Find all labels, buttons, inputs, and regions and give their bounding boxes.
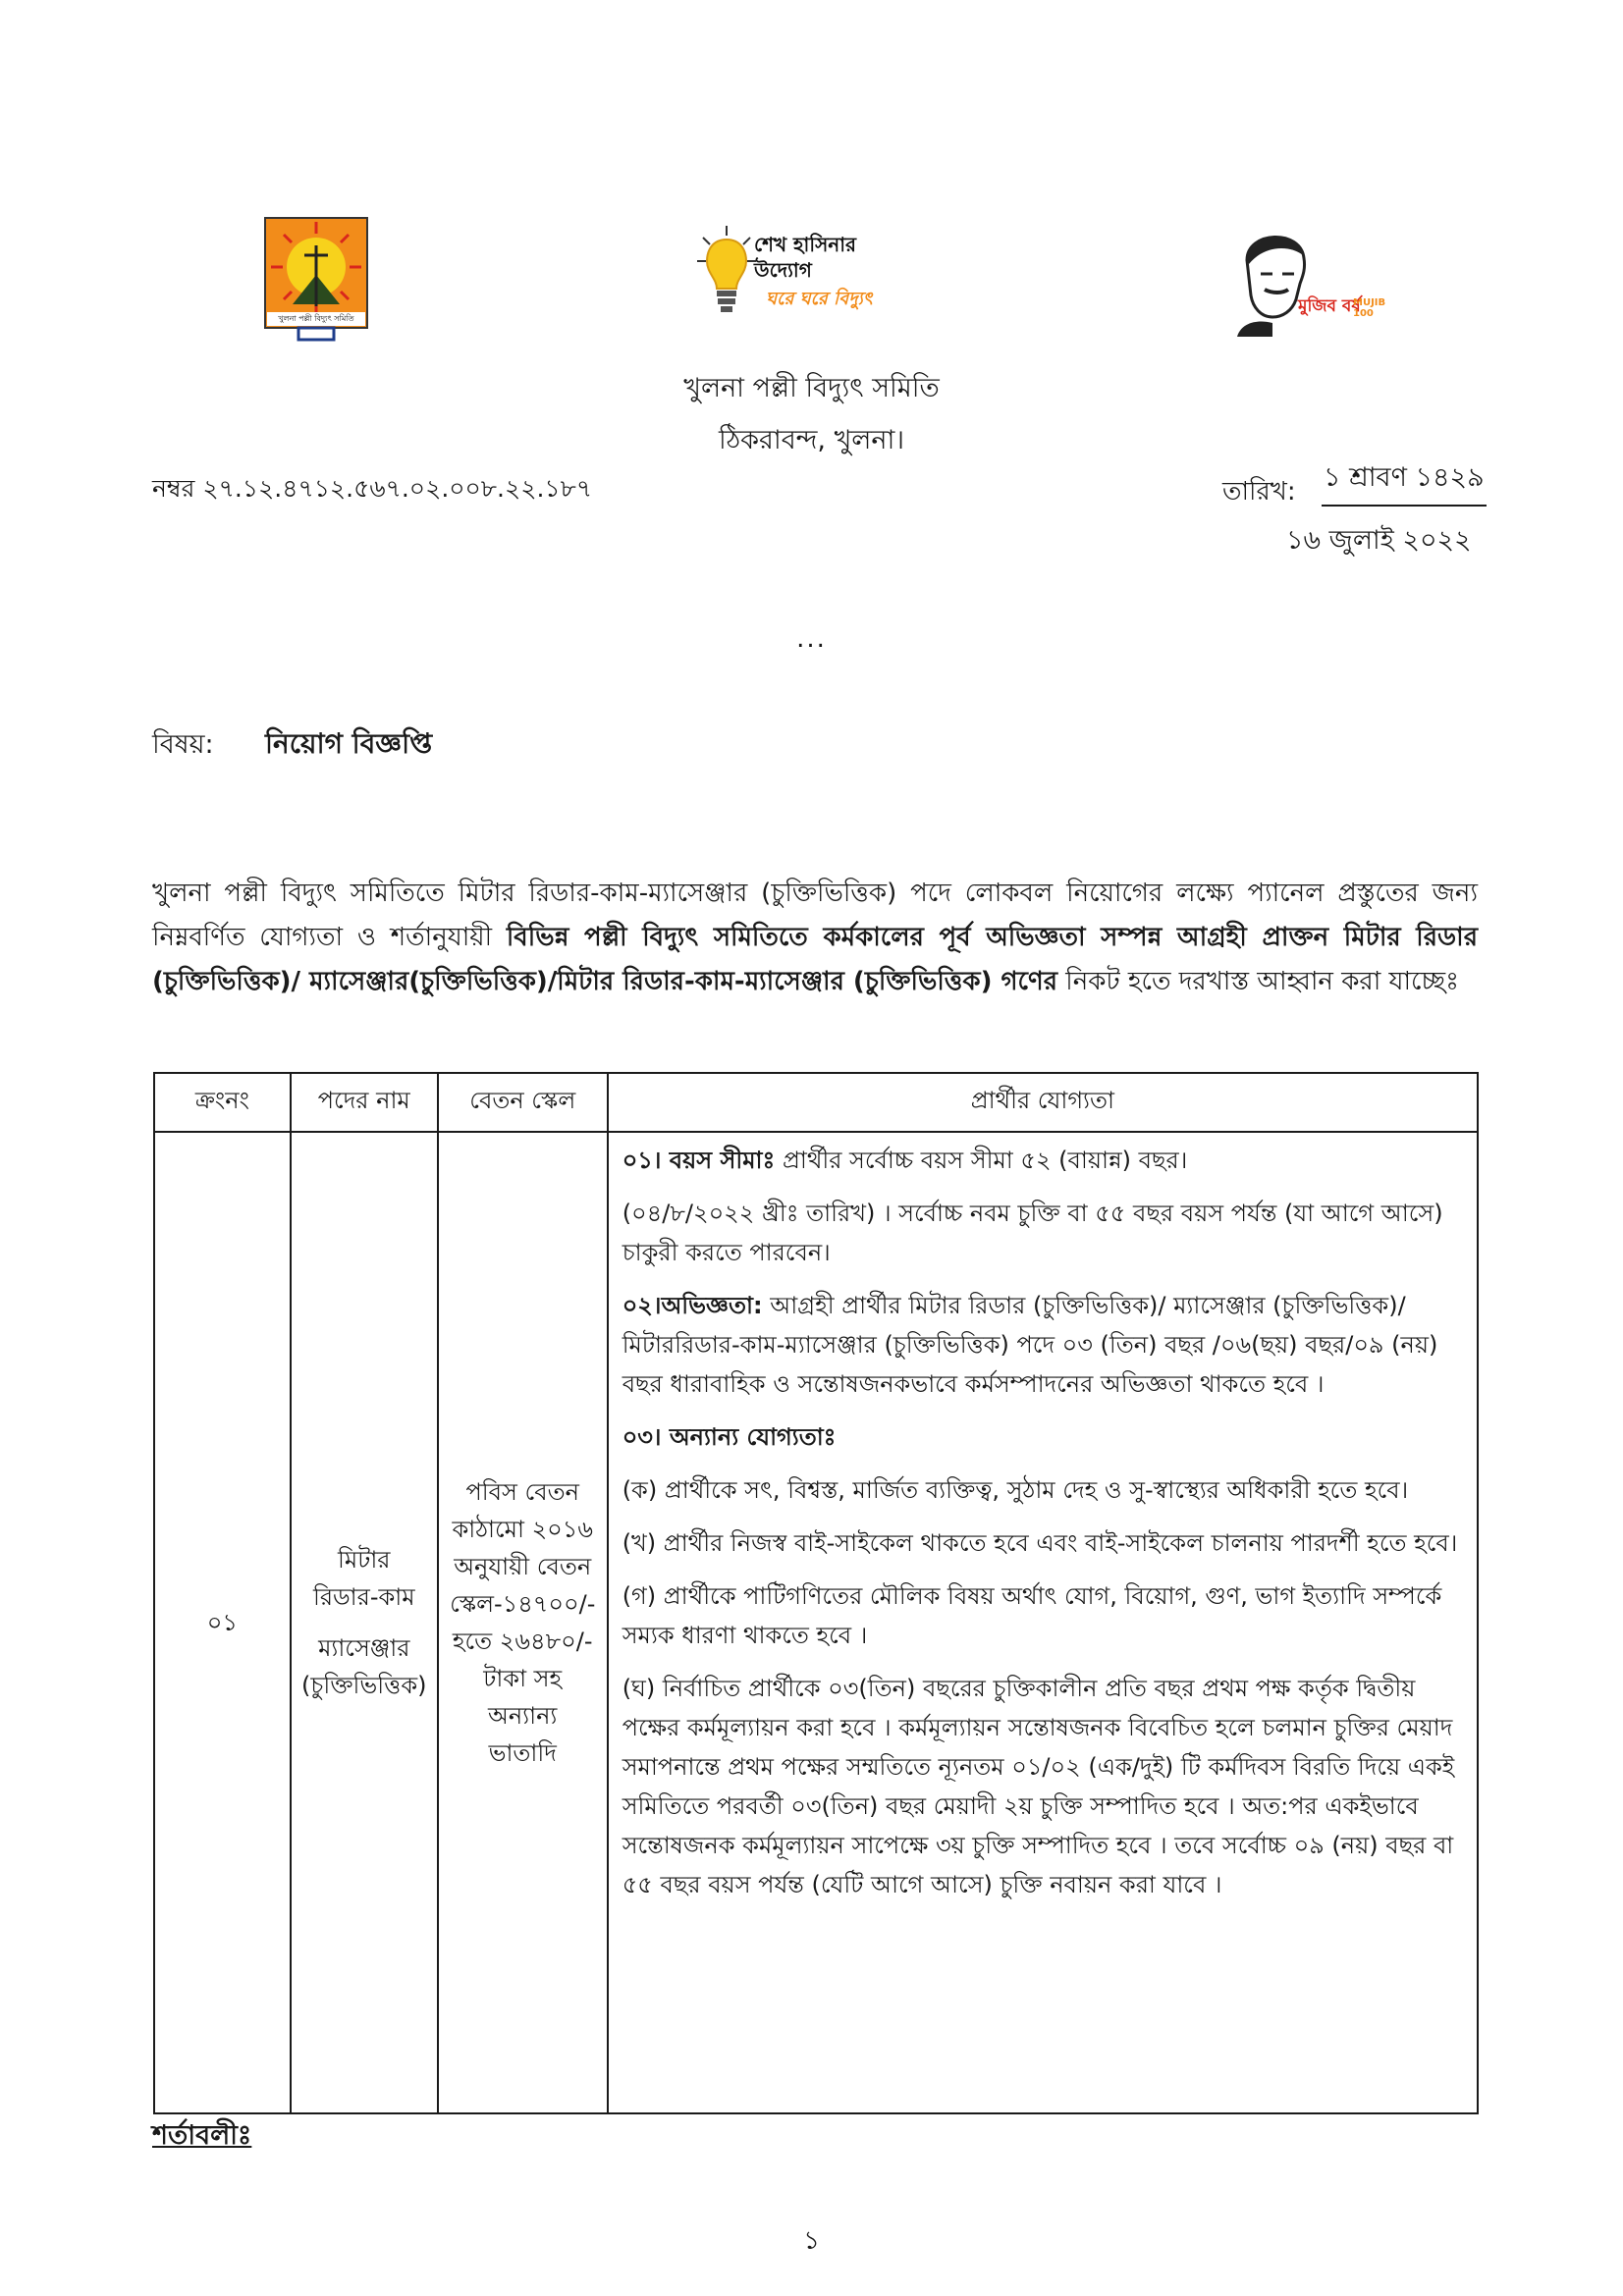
post-line: রিডার-কাম	[312, 1583, 415, 1611]
vacancy-table	[153, 1072, 1479, 2114]
experience	[622, 1286, 1463, 1404]
samity-logo-text: খুলনা পল্লী বিদ্যুৎ সমিতি	[278, 314, 354, 323]
age-limit-note: (০৪/৮/২০২২ খ্রীঃ তারিখ) । সর্বোচ্চ নবম চুক্তি বা ৫৫ বছর বয়স পর্যন্ত (যা আগে আসে) চাকুরী করতে পারবেন।	[622, 1200, 1443, 1266]
intro-part2: নিকট হতে দরখাস্ত আহ্বান করা যাচ্ছেঃ	[1057, 967, 1459, 996]
header-salary-scale: বেতন স্কেল	[438, 1073, 608, 1132]
salary-line: পবিস বেতন	[465, 1478, 579, 1506]
udyog-logo-text-top: শেখ হাসিনার উদ্যোগ	[754, 233, 857, 282]
post-line: ম্যাসেঞ্জার	[318, 1634, 410, 1662]
qualification-d: (ঘ) নির্বাচিত প্রার্থীকে ০৩(তিন) বছরের চুক্তিকালীন প্রতি বছর প্রথম পক্ষ কর্তৃক দ্বিতীয় পক্ষের কর্মমূল্যায়ন করা হবে । কর্মমূল্যায়ন সন্তোষজনক বিবেচিত হলে চলমান চুক্তির মেয়াদ সমাপনান্তে প্রথম পক্ষের সম্মতিতে ন্যূনতম ০১/০২ (এক/দুই) টি কর্মদিবস বিরতি দিয়ে একই সমিতিতে পরবর্তী ০৩(তিন) বছর মেয়াদী ২য় চুক্তি সম্পাদিত হবে । অত:পর একইভাবে সন্তোষজনক কর্মমূল্যায়ন সাপেক্ষে ৩য় চুক্তি সম্পাদিত হবে । তবে সর্বোচ্চ ০৯ (নয়) বছর বা ৫৫ বছর বয়স পর্যন্ত (যেটি আগে আসে) চুক্তি নবায়ন করা যাবে ।	[622, 1675, 1455, 1898]
intro-bold: বিভিন্ন পল্লী বিদ্যুৎ সমিতিতে কর্মকালের পূর্ব অভিজ্ঞতা সম্পন্ন আগ্রহী প্রাক্তন মিটার রিডার (চুক্তিভিত্তিক)/ ম্যাসেঞ্জার(চুক্তিভিত্তিক)/মিটার রিডার-কাম-ম্যাসেঞ্জার (চুক্তিভিত্তিক) গণের	[152, 923, 1478, 996]
row-serial: ০১	[154, 1132, 291, 2113]
header-post-name: পদের নাম	[291, 1073, 438, 1132]
subject-label: বিষয়:	[152, 729, 214, 760]
row-salary-scale	[438, 1132, 608, 2113]
mujib-100-text: MUJIB 100	[1353, 297, 1386, 319]
separator-dots: ...	[796, 624, 827, 654]
salary-line: অন্যান্য	[488, 1702, 558, 1730]
samity-logo	[263, 216, 369, 342]
intro-part1: খুলনা পল্লী বিদ্যুৎ সমিতিতে মিটার রিডার-কাম-ম্যাসেঞ্জার (চুক্তিভিত্তিক) পদে লোকবল নিয়োগের লক্ষ্যে প্যানেল প্রস্তুতের জন্য নিম্নবর্ণিত যোগ্যতা ও শর্তানুযায়ী	[152, 879, 1478, 952]
table-row	[154, 1132, 1478, 2113]
page-number: ১	[803, 2226, 820, 2256]
experience-text: আগ্রহী প্রার্থীর মিটার রিডার (চুক্তিভিত্তিক)/ ম্যাসেঞ্জার (চুক্তিভিত্তিক)/ মিটাররিডার-কাম-ম্যাসেঞ্জার (চুক্তিভিত্তিক) পদে ০৩ (তিন) বছর /০৬(ছয়) বছর/০৯ (নয়) বছর ধারাবাহিক ও সন্তোষজনকভাবে কর্মসম্পাদনের অভিজ্ঞতা থাকতে হবে ।	[622, 1292, 1438, 1398]
qualification-b: (খ) প্রার্থীর নিজস্ব বাই-সাইকেল থাকতে হবে এবং বাই-সাইকেল চালনায় পারদর্শী হতে হবে।	[622, 1529, 1458, 1557]
subject-text: নিয়োগ বিজ্ঞপ্তি	[265, 727, 433, 760]
qualification-c: (গ) প্রার্থীকে পাটিগণিতের মৌলিক বিষয় অর্থাৎ যোগ, বিয়োগ, গুণ, ভাগ ইত্যাদি সম্পর্কে সম্যক ধারণা থাকতে হবে ।	[622, 1582, 1442, 1649]
qualification-a: (ক) প্রার্থীকে সৎ, বিশ্বস্ত, মার্জিত ব্যক্তিত্ব, সুঠাম দেহ ও সু-স্বাস্থ্যের অধিকারী হতে হবে।	[622, 1476, 1409, 1504]
header-serial: ক্রংনং	[154, 1073, 291, 1132]
date-label: তারিখ:	[1222, 477, 1296, 507]
other-qualifications-label	[622, 1417, 1463, 1457]
date-bangla: ১ শ্রাবণ ১৪২৯	[1322, 457, 1487, 507]
date-english: ১৬ জুলাই ২০২২	[1286, 525, 1472, 556]
salary-line: ভাতাদি	[488, 1739, 557, 1767]
intro-paragraph	[152, 872, 1478, 1004]
experience-label: ০২।অভিজ্ঞতা:	[622, 1292, 763, 1319]
org-address: ঠিকরাবন্দ, খুলনা।	[718, 425, 905, 455]
row-qualification	[608, 1132, 1478, 2113]
row-post-name	[291, 1132, 438, 2113]
bulb-icon	[697, 224, 756, 322]
other-qualifications-heading: ০৩। অন্যান্য যোগ্যতাঃ	[622, 1423, 837, 1451]
org-name: খুলনা পল্লী বিদ্যুৎ সমিতি	[683, 373, 940, 403]
mujib-logo-text: মুজিব বর্ষ	[1298, 296, 1361, 316]
memo-number: নম্বর ২৭.১২.৪৭১২.৫৬৭.০২.০০৮.২২.১৮৭	[152, 474, 593, 503]
terms-heading: শর্তাবলীঃ	[152, 2120, 252, 2151]
post-line: মিটার	[338, 1546, 391, 1574]
udyog-logo-text-bottom: ঘরে ঘরে বিদ্যুৎ	[766, 289, 873, 309]
salary-line: কাঠামো ২০১৬	[452, 1516, 593, 1543]
salary-line: টাকা সহ	[483, 1665, 563, 1692]
age-limit	[622, 1141, 1463, 1180]
header-qualification: প্রার্থীর যোগ্যতা	[608, 1073, 1478, 1132]
table-header-row	[154, 1073, 1478, 1132]
age-limit-label: ০১। বয়স সীমাঃ	[622, 1147, 776, 1174]
udyog-logo	[697, 224, 907, 322]
salary-line: হতে ২৬৪৮০/-	[452, 1628, 593, 1655]
mujib-borsho-logo	[1227, 221, 1400, 337]
salary-line: অনুযায়ী বেতন	[454, 1553, 592, 1580]
salary-line: স্কেল-১৪৭০০/-	[450, 1590, 596, 1618]
post-line: (চুক্তিভিত্তিক)	[301, 1672, 427, 1699]
age-limit-text: প্রার্থীর সর্বোচ্চ বয়স সীমা ৫২ (বায়ান্ন) বছর।	[775, 1147, 1188, 1174]
